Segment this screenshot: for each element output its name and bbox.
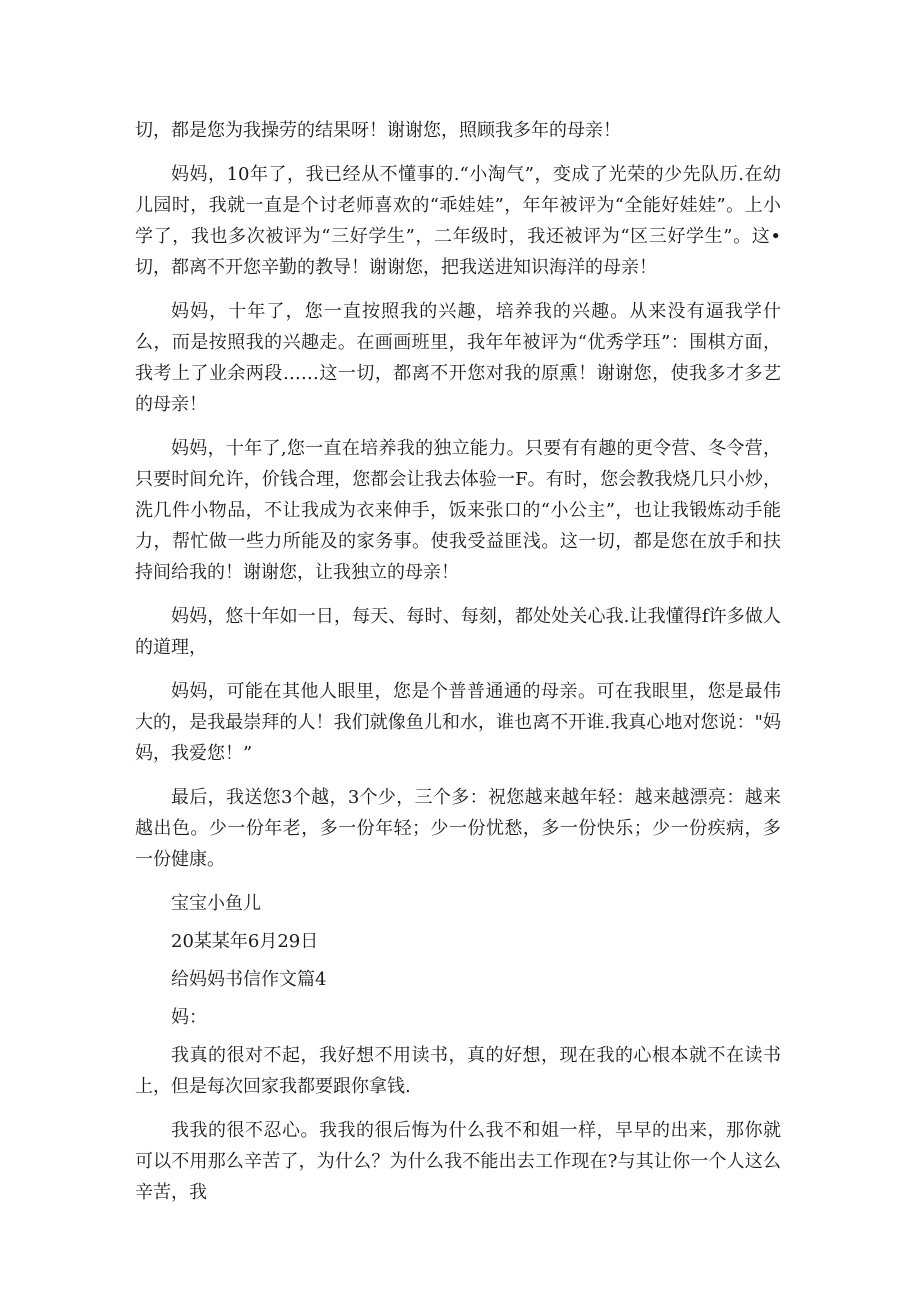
paragraph-2: 妈妈，10年了，我已经从不懂事的.“小淘气”，变成了光荣的少先队历.在幼儿园时，我就一直是个讨老师喜欢的“乖娃娃”，年年被评为“全能好娃娃”。上小学了，我也多次被评为“三好学生”，二年级时，我还被评为“区三好学生”。这•切，都离不开您辛勤的教导！谢谢您，把我送进知识海洋的母亲！ [135, 164, 781, 278]
paragraph-1: 切，都是您为我操劳的结果呀！谢谢您，照顾我多年的母亲！ [135, 120, 621, 141]
section-title: 给妈妈书信作文篇4 [171, 969, 327, 990]
signature: 宝宝小鱼儿 [171, 893, 261, 914]
document-body [135, 115, 781, 1221]
letter-date: 20某某年6月29日 [171, 931, 319, 952]
letter-paragraph-2: 我我的很不忍心。我我的很后悔为什么我不和姐一样，早早的出来，那你就可以不用那么辛苦了，为什么？为什么我不能出去工作现在?与其让你一个人这么辛苦，我 [135, 1120, 781, 1203]
salutation: 妈： [171, 1007, 207, 1028]
paragraph-3: 妈妈，十年了，您一直按照我的兴趣，培养我的兴趣。从来没有逼我学什么，而是按照我的兴趣走。在画画班里，我年年被评为“优秀学珏”：围棋方面，我考上了业余两段……这一切，都离不开您对我的原熏！谢谢您，使我多才多艺的母亲！ [135, 301, 781, 415]
paragraph-4: 妈妈，十年了,您一直在培养我的独立能力。只要有有趣的更令营、冬令营，只要时间允许，价钱合理，您都会让我去体验一F。有时，您会教我烧几只小炒，洗几件小物品，不让我成为衣来伸手，饭来张口的“小公主”，也让我锻炼动手能力，帮忙做一些力所能及的家务事。使我受益匪浅。这一切，都是您在放手和扶持间给我的！谢谢您，让我独立的母亲！ [135, 438, 781, 583]
paragraph-7: 最后，我送您3个越，3个少，三个多：祝您越来越年轻：越来越漂亮：越来越出色。少一份年老，多一份年轻；少一份忧愁，多一份快乐；少一份疾病，多一份健康。 [135, 787, 781, 870]
letter-paragraph-1: 我真的很对不起，我好想不用读书，真的好想，现在我的心根本就不在读书上，但是每次回家我都要跟你拿钱. [135, 1045, 781, 1097]
paragraph-5: 妈妈，悠十年如一日，每天、每时、每刻，都处处关心我.让我懂得f许多做人的道理， [135, 606, 781, 658]
paragraph-6: 妈妈，可能在其他人眼里，您是个普普通通的母亲。可在我眼里，您是最伟大的，是我最崇拜的人！我们就像鱼儿和水，谁也离不开谁.我真心地对您说："妈妈，我爱您！” [135, 681, 781, 764]
